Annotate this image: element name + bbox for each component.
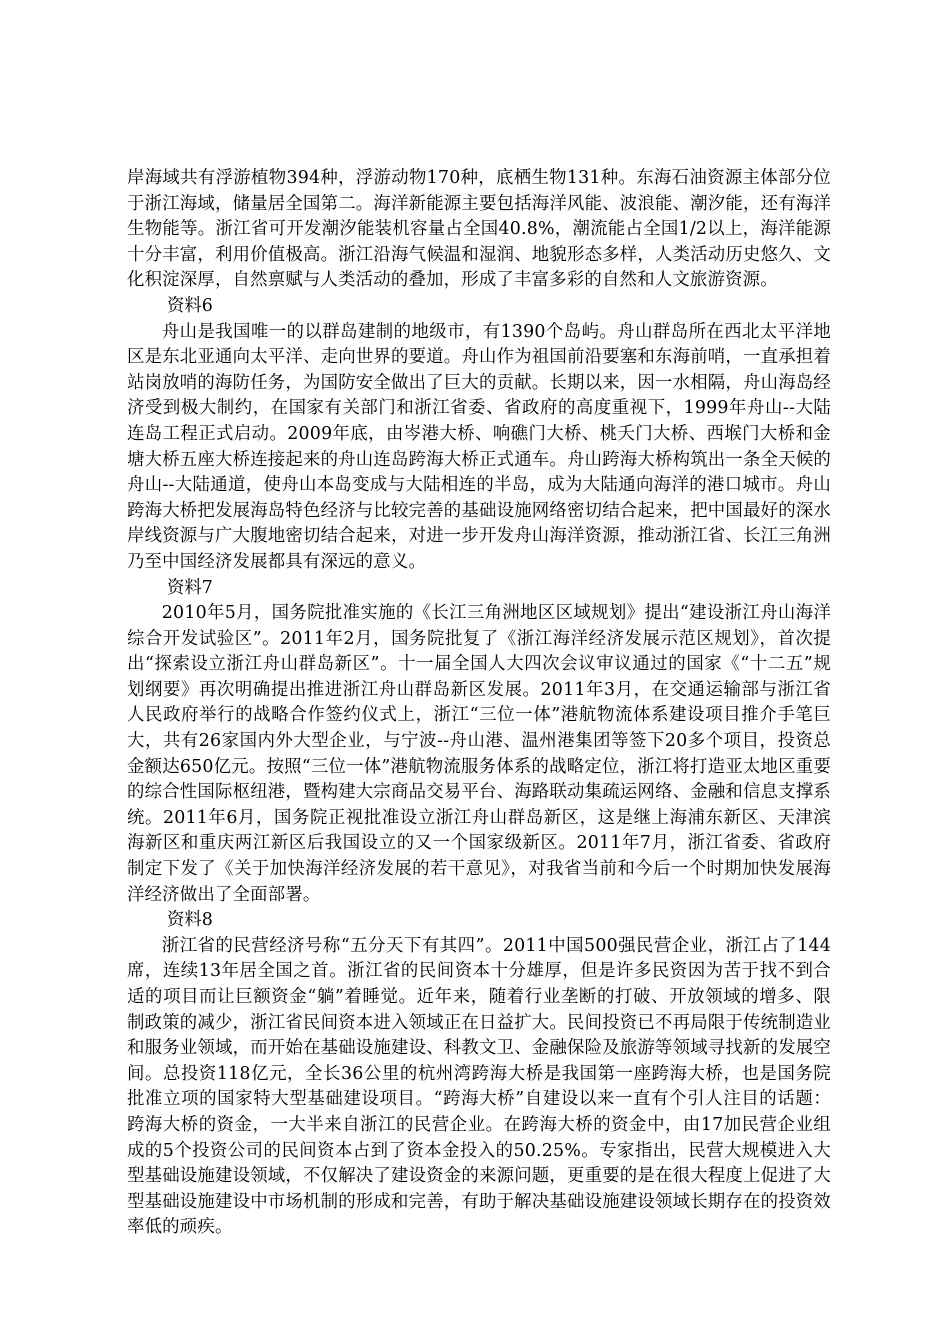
section-heading-material-6: 资料6 <box>167 295 213 316</box>
paragraph-private-economy: 浙江省的民营经济号称“五分天下有其四”。2011中国500强民营企业，浙江占了144席，连续13年居全国之首。浙江省的民间资本十分雄厚，但是许多民资因为苦于找不到合适的项目而让巨额资金“躺”着睡觉。近年来，随着行业垄断的打破、开放领域的增多、限制政策的减少，浙江省民间资本进入领域正在日益扩大。民间投资已不再局限于传统制造业和服务业领域，而开始在基础设施建设、科教文卫、金融保险及旅游等领域寻找新的发展空间。总投资118亿元，全长36公里的杭州湾跨海大桥是我国第一座跨海大桥，也是国务院批准立项的国家特大型基础建设项目。“跨海大桥”自建设以来一直有个引人注目的话题：跨海大桥的资金，一大半来自浙江的民营企业。在跨海大桥的资金中，由17加民营企业组成的5个投资公司的民间资本占到了资本金投入的50.25%。专家指出，民营大规模进入大型基础设施建设领域，不仅解决了建设资金的来源问题，更重要的是在很大程度上促进了大型基础设施建设中市场机制的形成和完善，有助于解决基础设施建设领域长期存在的投资效率低的顽疾。 <box>127 935 831 1238</box>
section-heading-material-7: 资料7 <box>167 577 213 598</box>
paragraph-zhoushan-new-area: 2010年5月，国务院批准实施的《长江三角洲地区区域规划》提出“建设浙江舟山海洋综合开发试验区”。2011年2月，国务院批复了《浙江海洋经济发展示范区规划》，首次提出“探索设立浙江舟山群岛新区”。十一届全国人大四次会议审议通过的国家《“十二五”规划纲要》再次明确提出推进浙江舟山群岛新区发展。2011年3月，在交通运输部与浙江省人民政府举行的战略合作签约仪式上，浙江“三位一体”港航物流体系建设项目推介手笔巨大，共有26家国内外大型企业，与宁波--舟山港、温州港集团等签下20多个项目，投资总金额达650亿元。按照“三位一体”港航物流服务体系的战略定位，浙江将打造亚太地区重要的综合性国际枢纽港，暨构建大宗商品交易平台、海路联动集疏运网络、金融和信息支撑系统。2011年6月，国务院正视批准设立浙江舟山群岛新区，这是继上海浦东新区、天津滨海新区和重庆两江新区后我国设立的又一个国家级新区。2011年7月，浙江省委、省政府制定下发了《关于加快海洋经济发展的若干意见》，对我省当前和今后一个时期加快发展海洋经济做出了全面部署。 <box>127 603 831 905</box>
document-page <box>127 166 831 1241</box>
paragraph-zhoushan-bridge: 舟山是我国唯一的以群岛建制的地级市，有1390个岛屿。舟山群岛所在西北太平洋地区是东北亚通向太平洋、走向世界的要道。舟山作为祖国前沿要塞和东海前哨，一直承担着站岗放哨的海防任务，为国防安全做出了巨大的贡献。长期以来，因一水相隔，舟山海岛经济受到极大制约，在国家有关部门和浙江省委、省政府的高度重视下，1999年舟山--大陆连岛工程正式启动。2009年底，由岑港大桥、响礁门大桥、桃夭门大桥、西堠门大桥和金塘大桥五座大桥连接起来的舟山连岛跨海大桥正式通车。舟山跨海大桥构筑出一条全天候的舟山--大陆通道，使舟山本岛变成与大陆相连的半岛，成为大陆通向海洋的港口城市。舟山跨海大桥把发展海岛特色经济与比较完善的基础设施网络密切结合起来，把中国最好的深水岸线资源与广大腹地密切结合起来，对进一步开发舟山海洋资源，推动浙江省、长江三角洲乃至中国经济发展都具有深远的意义。 <box>127 321 831 572</box>
section-heading-material-8: 资料8 <box>167 910 213 931</box>
paragraph-marine-resources: 岸海域共有浮游植物394种，浮游动物170种，底栖生物131种。东海石油资源主体部分位于浙江海域，储量居全国第二。海洋新能源主要包括海洋风能、波浪能、潮汐能，还有海洋生物能等。浙江省可开发潮汐能装机容量占全国40.8%，潮流能占全国1/2以上，海洋能源十分丰富，利用价值极高。浙江沿海气候温和湿润、地貌形态多样，人类活动历史悠久、文化积淀深厚，自然禀赋与人类活动的叠加，形成了丰富多彩的自然和人文旅游资源。 <box>127 168 831 291</box>
